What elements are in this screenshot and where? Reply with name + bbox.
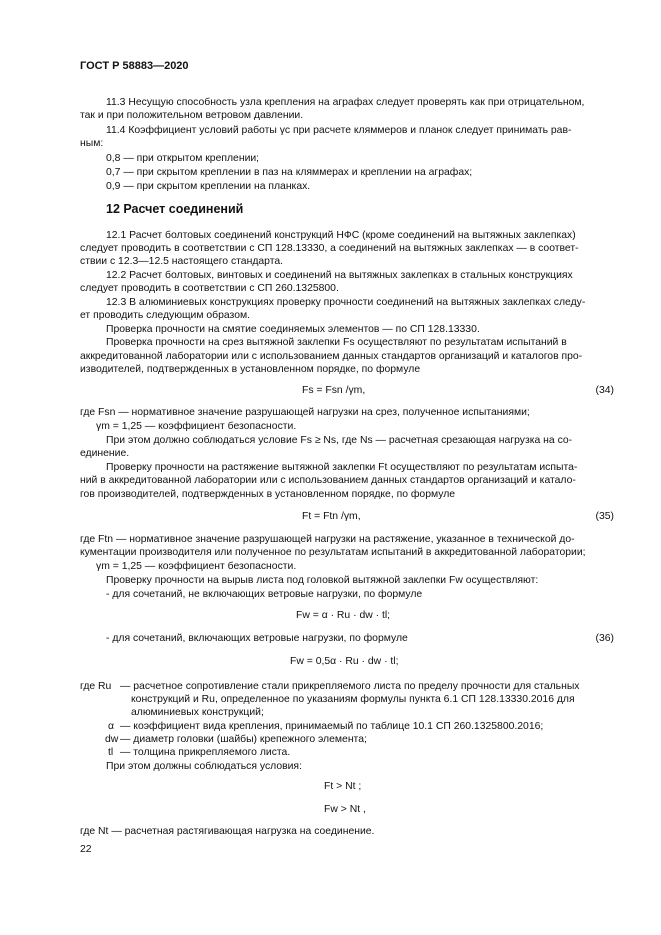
paragraph-line: 12.1 Расчет болтовых соединений конструкций НФС (кроме соединений на вытяжных заклепках) bbox=[106, 230, 576, 241]
definition-text: — расчетное сопротивление стали прикрепляемого листа по пределу прочности для стальных bbox=[120, 681, 580, 692]
section-heading: 12 Расчет соединений bbox=[106, 202, 244, 216]
paragraph-line: где Nt — расчетная растягивающая нагрузка на соединение. bbox=[80, 826, 375, 837]
definition-term: dw bbox=[105, 734, 119, 745]
paragraph-line: Проверка прочности на смятие соединяемых элементов — по СП 128.13330. bbox=[106, 324, 480, 335]
definition-term: tl bbox=[108, 747, 114, 758]
paragraph-line: Проверку прочности на вырыв листа под головкой вытяжной заклепки Fw осуществляют: bbox=[106, 575, 539, 586]
formula-34: Fs = Fsn /γm, bbox=[302, 385, 366, 396]
paragraph-line: 12.2 Расчет болтовых, винтовых и соединений на вытяжных заклепках в стальных конструкциях bbox=[106, 270, 573, 281]
paragraph-line: где Ftn — нормативное значение разрушающей нагрузки на растяжение, указанное в технической до- bbox=[80, 534, 575, 545]
paragraph-line: γm = 1,25 — коэффициент безопасности. bbox=[96, 421, 297, 432]
paragraph-line: Проверку прочности на растяжение вытяжной заклепки Ft осуществляют по результатам испыта- bbox=[106, 462, 578, 473]
paragraph-line: 11.3 Несущую способность узла крепления на аграфах следует проверять как при отрицательном, bbox=[106, 97, 585, 108]
page-number: 22 bbox=[80, 844, 92, 855]
paragraph-line: следует проводить в соответствии с СП 128.13330, а соединений на вытяжных заклепках — в соответ- bbox=[80, 243, 579, 254]
definition-term: α bbox=[108, 721, 115, 732]
paragraph-line: 11.4 Коэффициент условий работы γc при расчете кляммеров и планок следует принимать рав- bbox=[106, 125, 572, 136]
paragraph-line: следует проводить в соответствии с СП 260.1325800. bbox=[80, 283, 339, 294]
paragraph-line: аккредитованной лаборатории или с использованием данных стандартов организаций и каталогов про- bbox=[80, 351, 583, 362]
paragraph-line: так и при положительном ветровом давлении. bbox=[80, 110, 304, 121]
paragraph-line: При этом должно соблюдаться условие Fs ≥ Ns, где Ns — расчетная срезающая нагрузка на со- bbox=[106, 435, 573, 446]
paragraph-line: изводителей, подтвержденных в установленном порядке, по формуле bbox=[80, 364, 421, 375]
paragraph-line: γm = 1,25 — коэффициент безопасности. bbox=[96, 561, 297, 572]
formula-35: Ft = Ftn /γm, bbox=[302, 511, 361, 522]
paragraph-line: кументации производителя или полученное по результатам испытаний в аккредитованной лаборатории; bbox=[80, 547, 586, 558]
paragraph-line: ствии с 12.3—12.5 настоящего стандарта. bbox=[80, 256, 284, 267]
equation-number-36: (36) bbox=[595, 633, 614, 644]
list-item: 0,7 — при скрытом креплении в паз на кляммерах и креплении на аграфах; bbox=[106, 167, 473, 178]
definition-term: где Ru bbox=[80, 681, 112, 692]
paragraph-line: единение. bbox=[80, 448, 130, 459]
definition-text: — коэффициент вида крепления, принимаемый по таблице 10.1 СП 260.1325800.2016; bbox=[120, 721, 544, 732]
definition-text: алюминиевых конструкций; bbox=[131, 707, 264, 718]
equation-number-35: (35) bbox=[595, 511, 614, 522]
formula-fw-no-wind: Fw = α · Ru · dw · tl; bbox=[296, 610, 391, 621]
formula-36: Fw = 0,5α · Ru · dw · tl; bbox=[290, 656, 399, 667]
paragraph-line: ным: bbox=[80, 138, 104, 149]
condition-2: Fw > Nt , bbox=[324, 804, 366, 815]
paragraph-line: где Fsn — нормативное значение разрушающей нагрузки на срез, полученное испытаниями; bbox=[80, 407, 530, 418]
definition-text: — диаметр головки (шайбы) крепежного элемента; bbox=[120, 734, 367, 745]
definition-text: конструкций и Ru, определенное по указаниям формулы пункта 6.1 СП 128.13330.2016 для bbox=[131, 694, 575, 705]
condition-1: Ft > Nt ; bbox=[324, 781, 362, 792]
paragraph-line: ний в аккредитованной лаборатории или с использованием данных стандартов организаций и катало- bbox=[80, 475, 576, 486]
paragraph-line: ет проводить следующим образом. bbox=[80, 310, 251, 321]
paragraph-line: При этом должны соблюдаться условия: bbox=[106, 761, 302, 772]
list-item: 0,9 — при скрытом креплении на планках. bbox=[106, 181, 311, 192]
paragraph-line: - для сочетаний, включающих ветровые нагрузки, по формуле bbox=[106, 633, 408, 644]
definition-text: — толщина прикрепляемого листа. bbox=[120, 747, 291, 758]
list-item: 0,8 — при открытом креплении; bbox=[106, 153, 260, 164]
doc-header: ГОСТ Р 58883—2020 bbox=[80, 60, 189, 72]
paragraph-line: 12.3 В алюминиевых конструкциях проверку прочности соединений на вытяжных заклепках следу- bbox=[106, 297, 586, 308]
paragraph-line: Проверка прочности на срез вытяжной заклепки Fs осуществляют по результатам испытаний в bbox=[106, 337, 567, 348]
equation-number-34: (34) bbox=[595, 385, 614, 396]
paragraph-line: - для сочетаний, не включающих ветровые нагрузки, по формуле bbox=[106, 589, 423, 600]
paragraph-line: гов производителей, подтвержденных в установленном порядке, по формуле bbox=[80, 489, 456, 500]
